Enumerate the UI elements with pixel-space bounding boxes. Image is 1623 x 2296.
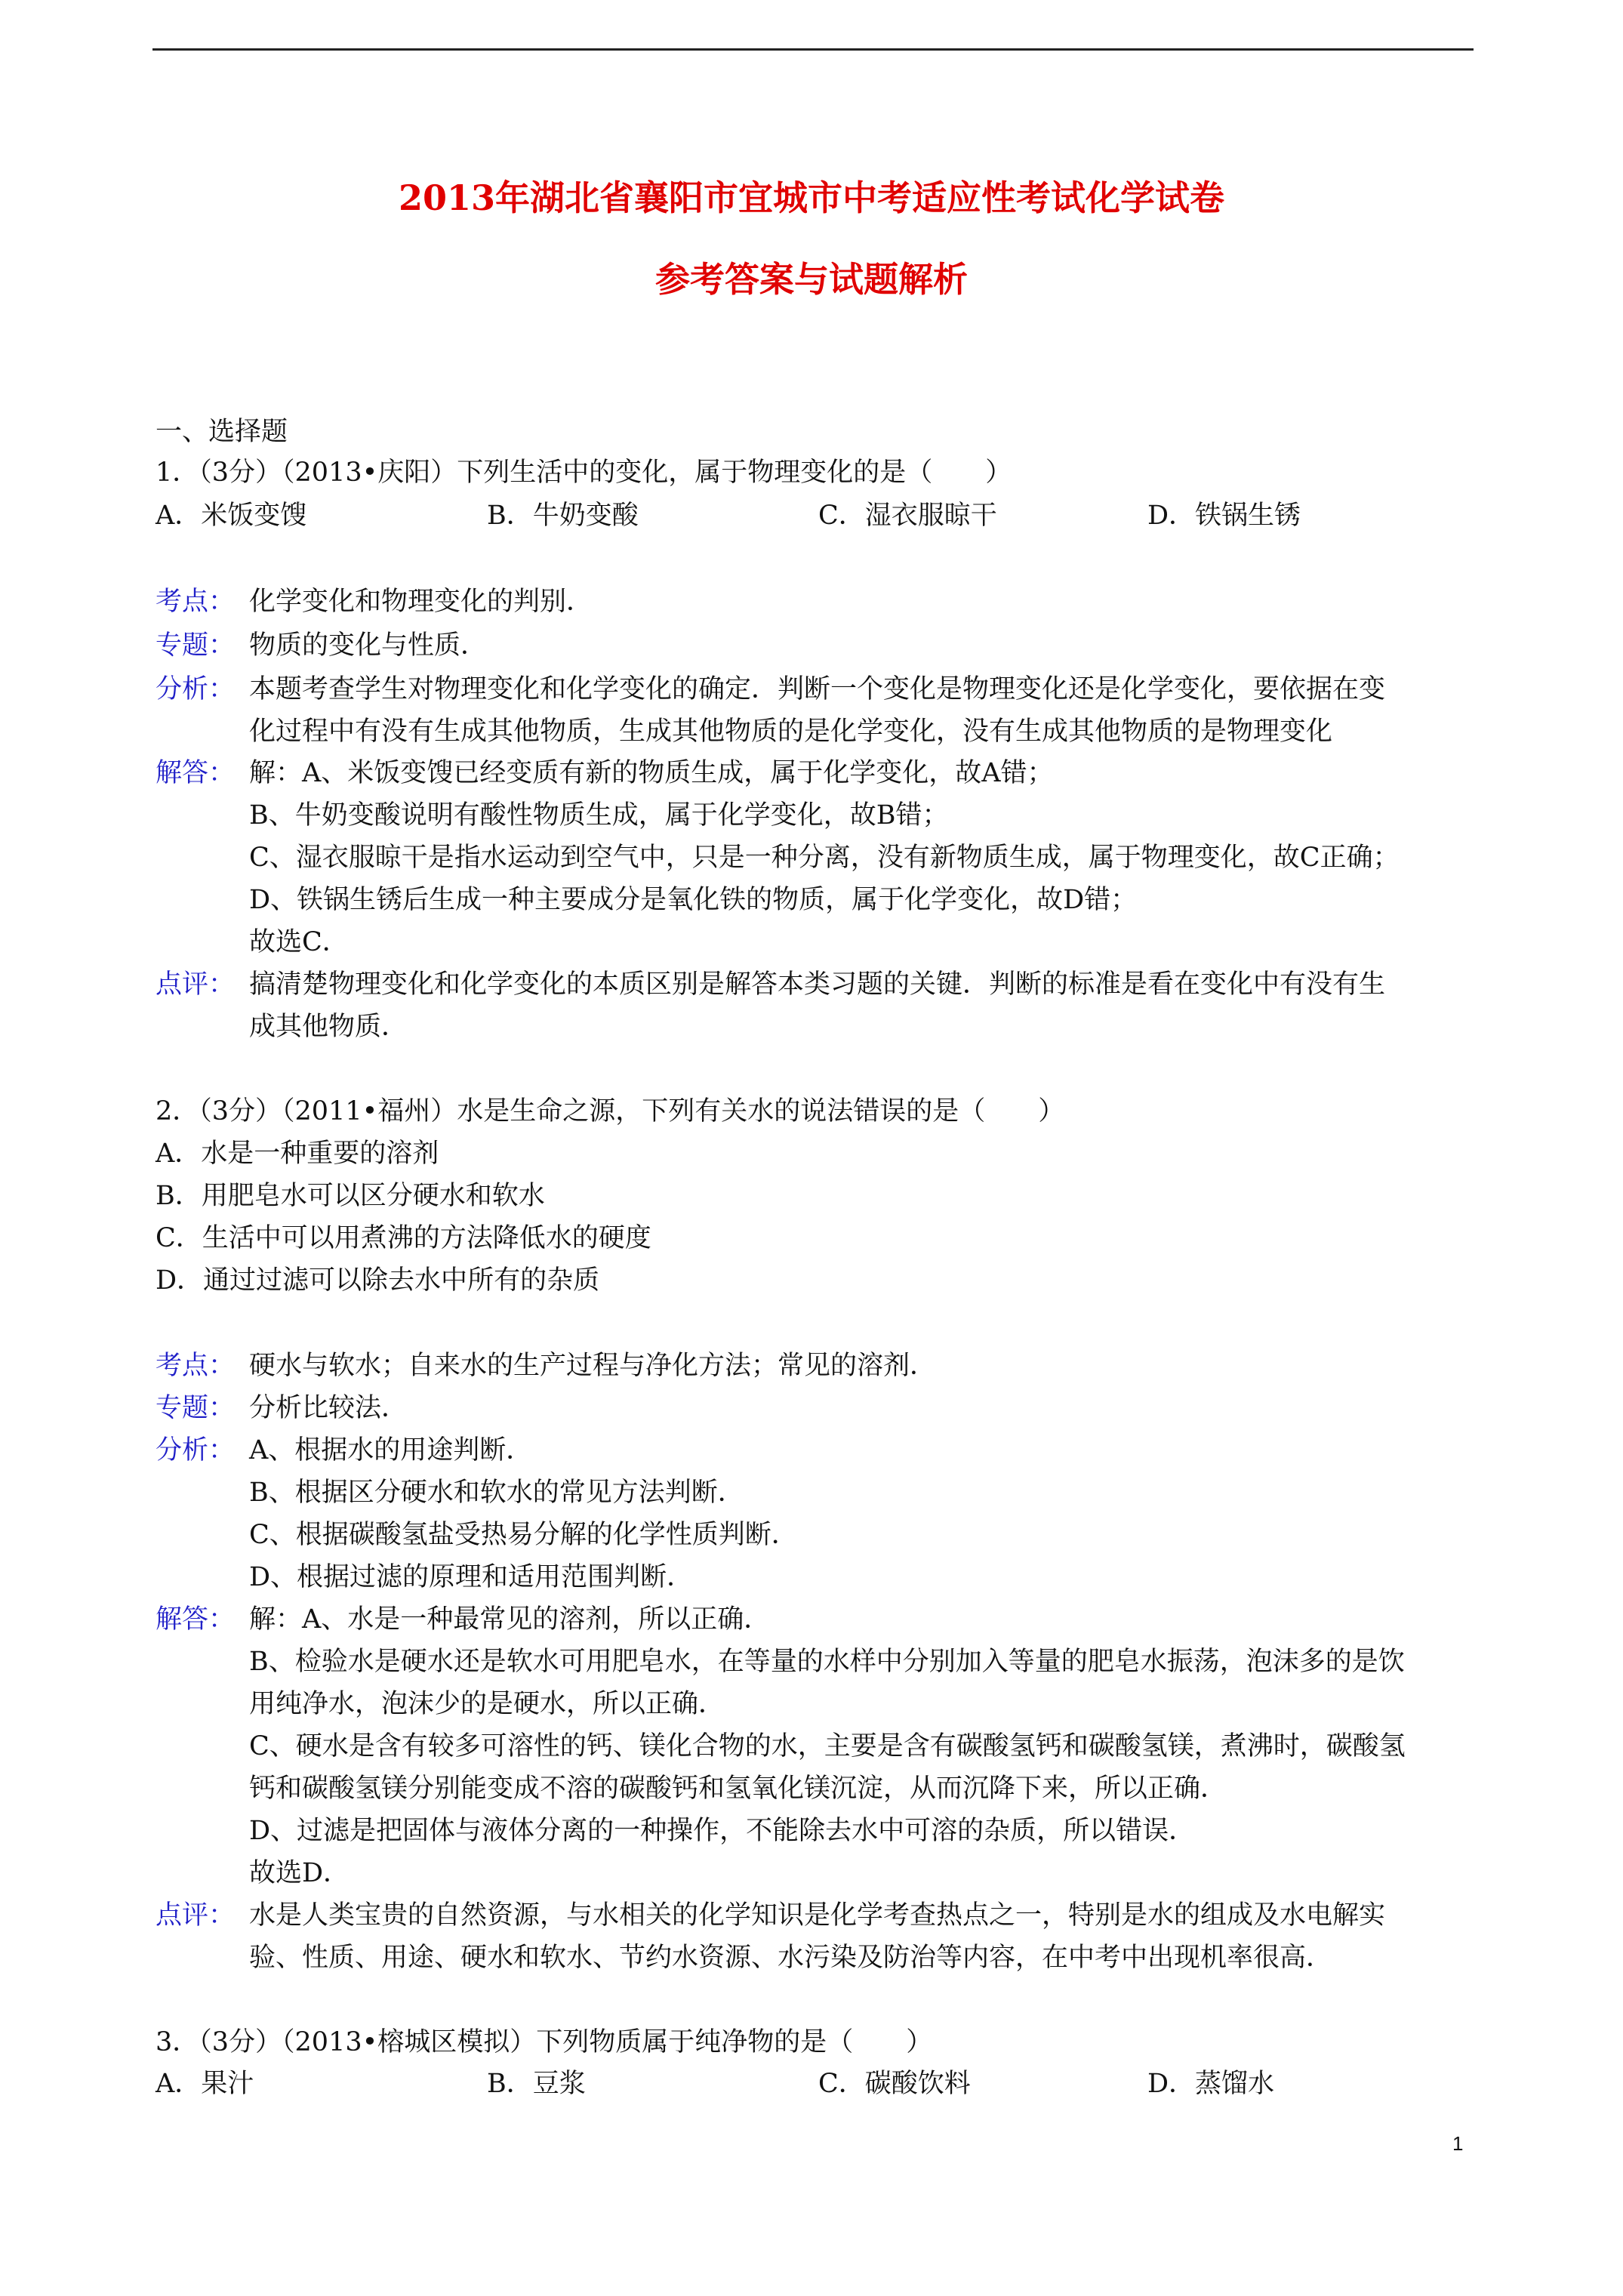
q3-option-d: D．蒸馏水: [1147, 2069, 1275, 2099]
q2-fenxi-line: D、根据过滤的原理和适用范围判断．: [249, 1562, 694, 1592]
q2-jieda-line: D、过滤是把固体与液体分离的一种操作，不能除去水中可溶的杂质，所以错误．: [249, 1816, 1196, 1846]
page-subtitle: 参考答案与试题解析: [655, 259, 968, 300]
q2-zhuanti: 分析比较法．: [249, 1393, 408, 1423]
q1-fenxi-line: 本题考查学生对物理变化和化学变化的确定．判断一个变化是物理变化还是化学变化，要依据在变: [249, 674, 1386, 704]
q1-dianping-label: 点评：: [156, 969, 236, 1000]
q1-kaodian: 化学变化和物理变化的判别．: [249, 587, 593, 617]
q2-jieda-line: 用纯净水，泡沫少的是硬水，所以正确．: [249, 1689, 725, 1719]
q3-option-a: A．果汁: [156, 2069, 254, 2099]
section-heading: 一、选择题: [156, 417, 288, 447]
q2-dianping-line: 验、性质、用途、硬水和软水、节约水资源、水污染及防治等内容，在中考中出现机率很高．: [249, 1943, 1333, 1973]
q1-jieda-line: 故选C．: [249, 927, 349, 957]
q1-zhuanti-label: 专题：: [156, 630, 236, 661]
q1-fenxi-label: 分析：: [156, 674, 236, 704]
q2-stem: 2．（3分）（2011•福州）水是生命之源，下列有关水的说法错误的是（ ）: [156, 1096, 1065, 1126]
q2-jieda-line: 故选D．: [249, 1858, 350, 1888]
q1-jieda-line: C、湿衣服晾干是指水运动到空气中，只是一种分离，没有新物质生成，属于物理变化，故C正确；: [249, 843, 1400, 873]
q3-stem: 3．（3分）（2013•榕城区模拟）下列物质属于纯净物的是（ ）: [156, 2027, 933, 2057]
q1-fenxi-line: 化过程中有没有生成其他物质，生成其他物质的是化学变化，没有生成其他物质的是物理变化: [249, 717, 1333, 747]
q1-jieda-line: 解：A、米饭变馊已经变质有新的物质生成，属于化学变化，故A错；: [249, 758, 1054, 788]
page-number: 1: [1452, 2132, 1464, 2155]
q1-jieda-line: B、牛奶变酸说明有酸性物质生成，属于化学变化，故B错；: [249, 800, 949, 831]
q1-option-a: A．米饭变馊: [156, 501, 307, 531]
q2-option-a: A．水是一种重要的溶剂: [156, 1139, 439, 1169]
q1-option-c: C．湿衣服晾干: [818, 501, 997, 531]
q2-dianping-label: 点评：: [156, 1900, 236, 1931]
q1-stem: 1．（3分）（2013•庆阳）下列生活中的变化，属于物理变化的是（ ）: [156, 458, 1012, 488]
q2-dianping-line: 水是人类宝贵的自然资源，与水相关的化学知识是化学考查热点之一，特别是水的组成及水电解实: [249, 1900, 1386, 1931]
q2-kaodian-label: 考点：: [156, 1351, 236, 1381]
q1-dianping-line: 搞清楚物理变化和化学变化的本质区别是解答本类习题的关键．判断的标准是看在变化中有没有生: [249, 969, 1386, 1000]
q2-option-d: D．通过过滤可以除去水中所有的杂质: [156, 1265, 600, 1296]
q1-option-d: D．铁锅生锈: [1147, 501, 1301, 531]
q3-option-b: B．豆浆: [487, 2069, 586, 2099]
q2-fenxi-line: B、根据区分硬水和软水的常见方法判断．: [249, 1478, 744, 1508]
q2-option-c: C．生活中可以用煮沸的方法降低水的硬度: [156, 1223, 651, 1253]
q3-option-c: C．碳酸饮料: [818, 2069, 971, 2099]
q1-jieda-label: 解答：: [156, 758, 236, 788]
q2-fenxi-label: 分析：: [156, 1435, 236, 1465]
q2-kaodian: 硬水与软水；自来水的生产过程与净化方法；常见的溶剂．: [249, 1351, 937, 1381]
q2-fenxi-line: A、根据水的用途判断．: [249, 1435, 533, 1465]
q2-zhuanti-label: 专题：: [156, 1393, 236, 1423]
q2-jieda-label: 解答：: [156, 1604, 236, 1635]
q2-jieda-line: C、硬水是含有较多可溶性的钙、镁化合物的水，主要是含有碳酸氢钙和碳酸氢镁，煮沸时，碳酸氢: [249, 1731, 1406, 1761]
q2-jieda-line: B、检验水是硬水还是软水可用肥皂水，在等量的水样中分别加入等量的肥皂水振荡，泡沫多的是饮: [249, 1647, 1405, 1677]
header-rule: [152, 48, 1474, 51]
q1-option-b: B．牛奶变酸: [487, 501, 639, 531]
q1-zhuanti: 物质的变化与性质．: [249, 630, 488, 661]
q2-option-b: B．用肥皂水可以区分硬水和软水: [156, 1181, 545, 1211]
q2-fenxi-line: C、根据碳酸氢盐受热易分解的化学性质判断．: [249, 1520, 798, 1550]
q2-jieda-line: 钙和碳酸氢镁分别能变成不溶的碳酸钙和氢氧化镁沉淀，从而沉降下来，所以正确．: [249, 1774, 1227, 1804]
q1-kaodian-label: 考点：: [156, 587, 236, 617]
q1-jieda-line: D、铁锅生锈后生成一种主要成分是氧化铁的物质，属于化学变化，故D错；: [249, 885, 1138, 915]
q2-jieda-line: 解：A、水是一种最常见的溶剂，所以正确．: [249, 1604, 771, 1635]
q1-dianping-line: 成其他物质．: [249, 1012, 408, 1042]
page-title: 2013年湖北省襄阳市宜城市中考适应性考试化学试卷: [398, 177, 1225, 218]
